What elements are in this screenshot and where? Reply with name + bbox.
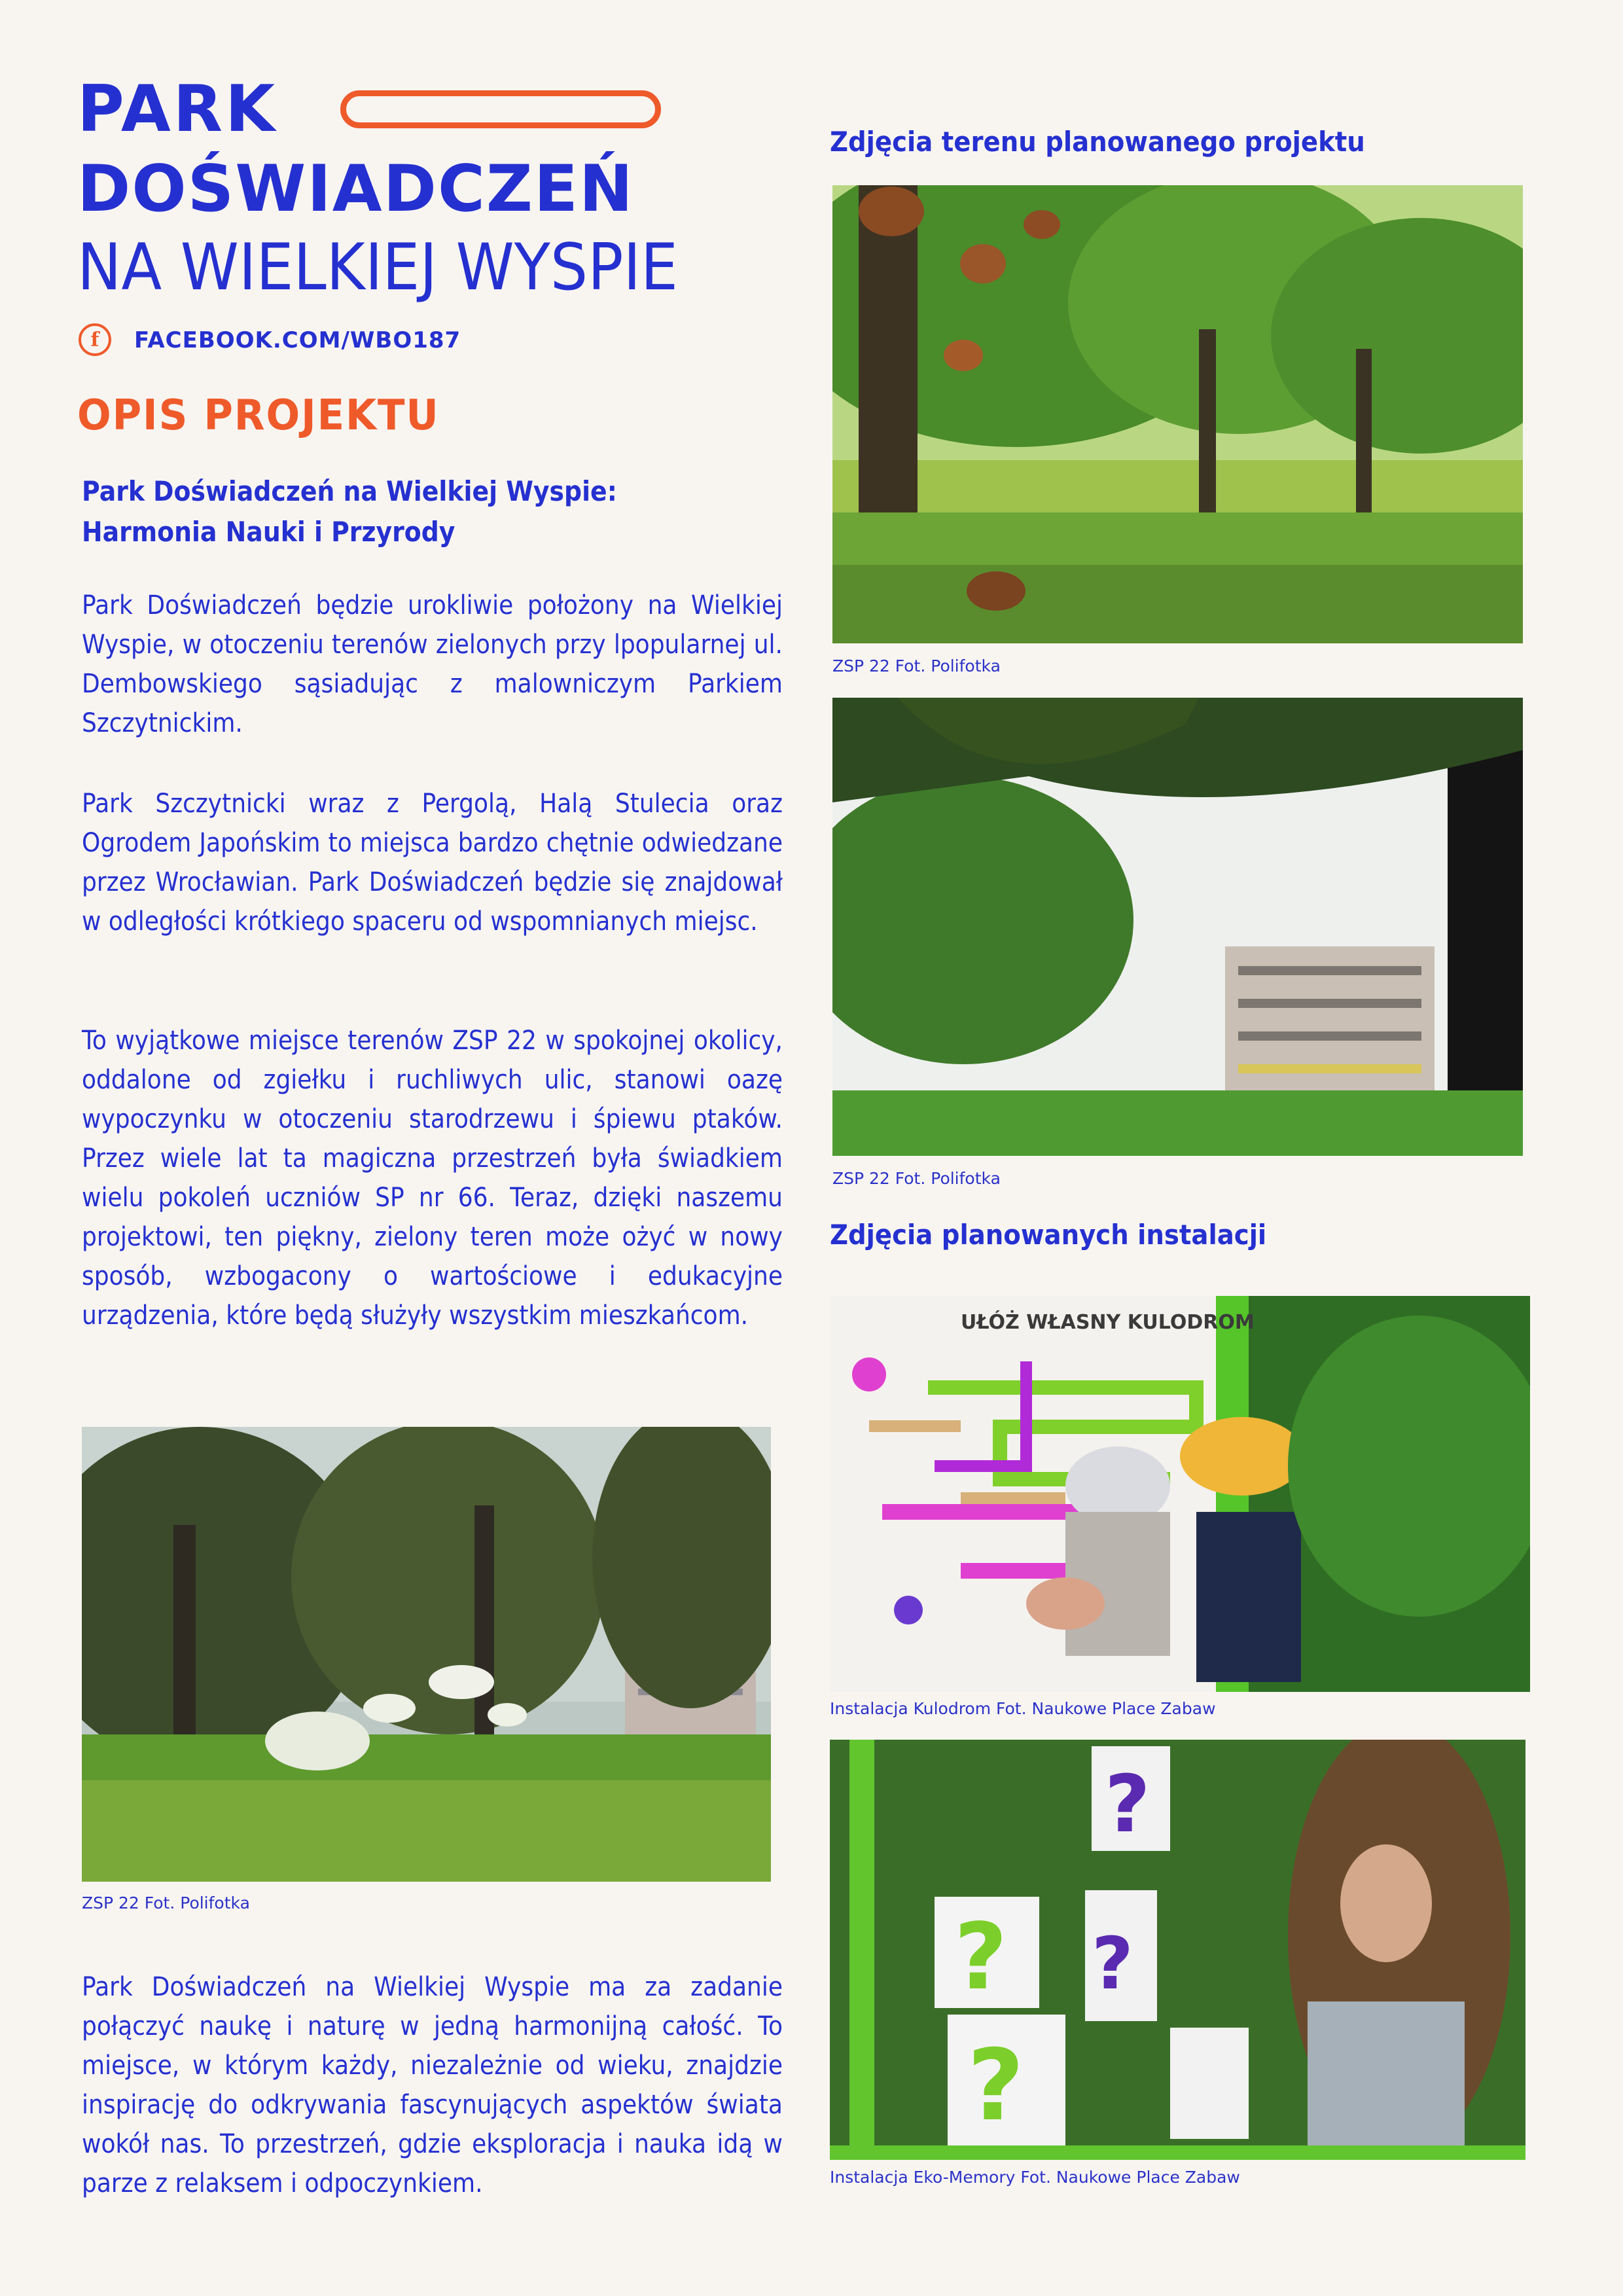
project-subtitle bbox=[82, 471, 671, 552]
site-photo-trees bbox=[832, 185, 1523, 643]
facebook-icon[interactable]: f bbox=[79, 323, 111, 356]
left-photo-meadow bbox=[82, 1427, 771, 1882]
section-heading: OPIS PROJEKTU bbox=[77, 391, 440, 440]
subtitle-line-2: Harmonia Nauki i Przyrody bbox=[82, 516, 455, 548]
title-line-3: NA WIELKIEJ WYSPIE bbox=[77, 230, 679, 305]
title-pill-decoration bbox=[340, 90, 661, 128]
install-photo-1-caption: Instalacja Kulodrom Fot. Naukowe Place Zabaw bbox=[830, 1699, 1216, 1718]
site-photo-2-caption: ZSP 22 Fot. Polifotka bbox=[832, 1169, 1001, 1188]
site-photos-heading: Zdjęcia terenu planowanego projektu bbox=[830, 126, 1365, 158]
install-photo-eko-memory bbox=[830, 1740, 1525, 2160]
kulodrom-sign: UŁÓŻ WŁASNY KULODROM bbox=[961, 1311, 1255, 1334]
site-photo-school bbox=[832, 698, 1523, 1156]
site-photo-1-caption: ZSP 22 Fot. Polifotka bbox=[832, 656, 1001, 675]
svg-text:?: ? bbox=[967, 2029, 1025, 2143]
subtitle-line-1: Park Doświadczeń na Wielkiej Wyspie: bbox=[82, 475, 617, 507]
title-line-1: PARK bbox=[77, 72, 278, 147]
paragraph-4: Park Doświadczeń na Wielkiej Wyspie ma za zadanie połączyć naukę i naturę w jedną harmonijną całość. To miejsce, w którym każdy, niezależnie od wieku, znajdzie inspirację do odkrywania fascynujących aspektów świata wokół nas. To przestrzeń, gdzie eksploracja i nauka idą w parze z relaksem i odpoczynkiem. bbox=[82, 1972, 783, 2198]
paragraph-2: Park Szczytnicki wraz z Pergolą, Halą Stulecia oraz Ogrodem Japońskim to miejsca bardzo chętnie odwiedzane przez Wrocławian. Park Doświadczeń będzie się znajdował w odległości krótkiego spaceru od wspomnianych miejsc. bbox=[82, 789, 783, 937]
paragraph-1-block bbox=[82, 586, 782, 743]
title-line-2: DOŚWIADCZEŃ bbox=[77, 152, 634, 226]
paragraph-3-block bbox=[82, 1021, 782, 1335]
paragraph-2-block bbox=[82, 784, 782, 941]
install-photo-kulodrom bbox=[830, 1296, 1530, 1692]
svg-text:?: ? bbox=[1105, 1759, 1150, 1850]
installations-heading: Zdjęcia planowanych instalacji bbox=[830, 1219, 1267, 1251]
svg-text:?: ? bbox=[954, 1904, 1008, 2011]
paragraph-4-block bbox=[82, 1967, 782, 2203]
svg-text:?: ? bbox=[1092, 1922, 1133, 2005]
facebook-link[interactable]: FACEBOOK.COM/WBO187 bbox=[134, 327, 461, 353]
left-photo-caption: ZSP 22 Fot. Polifotka bbox=[82, 1893, 250, 1912]
paragraph-1: Park Doświadczeń będzie urokliwie położony na Wielkiej Wyspie, w otoczeniu terenów zielonych przy lpopularnej ul. Dembowskiego sąsiadując z malowniczym Parkiem Szczytnickim. bbox=[82, 590, 783, 738]
paragraph-3: To wyjątkowe miejsce terenów ZSP 22 w spokojnej okolicy, oddalone od zgiełku i ruchliwych ulic, stanowi oazę wypoczynku w otoczeniu starodrzewu i śpiewu ptaków. Przez wiele lat ta magiczna przestrzeń była świadkiem wielu pokoleń uczniów SP nr 66. Teraz, dzięki naszemu projektowi, ten piękny, zielony teren może ożyć w nowy sposób, wzbogacony o wartościowe i edukacyjne urządzenia, które będą służyły wszystkim mieszkańcom. bbox=[82, 1026, 783, 1331]
install-photo-2-caption: Instalacja Eko-Memory Fot. Naukowe Place Zabaw bbox=[830, 2168, 1240, 2187]
